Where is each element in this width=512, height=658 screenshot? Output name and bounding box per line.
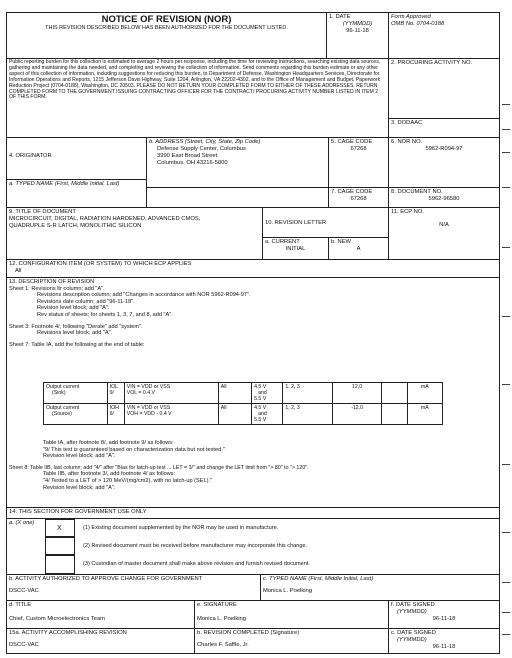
date-format: (YYMMDD) xyxy=(342,21,373,27)
address-line-3[interactable]: Columbus, OH 43216-5000 xyxy=(157,160,228,166)
nor-value[interactable]: 5962-R094-97 xyxy=(425,146,463,152)
typed-name-cell xyxy=(7,180,147,208)
gov-signature-label: e. SIGNATURE xyxy=(197,602,237,608)
omb-number: OMB No. 0704-0188 xyxy=(391,21,445,27)
table-row: Output current (Source) IOH 9/ VIN = VDD or VSS VOH = VDD - 0.4 V All 4.5 V and 5.5 V 1, 2, 3 -12.0 mA xyxy=(44,404,443,425)
sheet8-line-4: Revision level block; add "A". xyxy=(43,484,116,491)
ecp-value[interactable]: N/A xyxy=(439,222,449,228)
added-table xyxy=(43,382,443,425)
activity-value[interactable]: DSCC-VAC xyxy=(9,588,39,594)
sheet7-after-3: Revision level block; add "A". xyxy=(43,453,116,460)
sheet8-line-1: Sheet 8: Table IIB, last column; add "4/" after "Bias for latch-up test ... LET = 3/" and change the LET limit from "> 80" to "> 120". xyxy=(9,464,309,471)
address-label: b. ADDRESS (Street, City, State, Zip Code) xyxy=(149,139,261,145)
address-line-2[interactable]: 3990 East Broad Street xyxy=(157,153,218,159)
completed-date-cell xyxy=(389,629,499,653)
form-subtitle: THIS REVISION DESCRIBED BELOW HAS BEEN AUTHORIZED FOR THE DOCUMENT LISTED. xyxy=(45,25,288,31)
option-1-checkbox[interactable] xyxy=(45,519,75,537)
sheet7-intro: Sheet 7: Table IA, add the following at the end of table: xyxy=(9,341,145,348)
ecp-cell xyxy=(389,208,499,260)
sheet1-line-3: Revisions date column; add "96-11-18". xyxy=(37,298,135,305)
completed-cell xyxy=(195,629,389,653)
gov-signature-cell xyxy=(195,601,389,629)
margin-tick xyxy=(502,152,510,153)
form-header xyxy=(7,13,327,59)
x-one-label: a. (X one) xyxy=(9,520,35,526)
gov-title-label: d. TITLE xyxy=(9,602,32,608)
completed-date-value[interactable]: 96-11-18 xyxy=(432,644,456,650)
address-line-1[interactable]: Defense Supply Center, Columbus xyxy=(157,146,246,152)
gov-date-cell xyxy=(389,601,499,629)
docno-value[interactable]: 5962-96580 xyxy=(428,196,460,202)
cage5-cell xyxy=(329,138,389,188)
procuring-cell xyxy=(389,59,499,119)
typed-name-label: a. TYPED NAME (First, Middle Initial, Last) xyxy=(9,181,120,187)
margin-tick xyxy=(502,634,510,635)
sheet1-line-4: Revision level block; add "A". xyxy=(37,305,110,312)
margin-tick xyxy=(502,187,510,188)
option-2-text: (2) Revised document must be received before manufacturer may incorporate this change. xyxy=(83,543,308,549)
rev-letter-cell xyxy=(263,208,389,238)
option-1-text: (1) Existing document supplemented by the NOR may be used in manufacture. xyxy=(83,525,279,531)
sheet8-line-3: "4/ Tested to a LET of > 120 MeV/(mg/cm2), with no latch-up (SEL)." xyxy=(43,477,213,484)
margin-tick xyxy=(502,104,510,105)
title-doc-cell xyxy=(7,208,263,260)
gov-label: 14. THIS SECTION FOR GOVERNMENT USE ONLY xyxy=(9,509,147,515)
table-row: Output current (Sink) IOL 9/ VIN = VDD or VSS VOL = 0.4 V All 4.5 V and 5.5 V 1, 2, 3 12.0 mA xyxy=(44,383,443,404)
procuring-label: 2. PROCURING ACTIVITY NO. xyxy=(391,60,473,66)
originator-label: 4. ORIGINATOR xyxy=(9,153,52,159)
nor-label: 6. NOR NO. xyxy=(391,139,423,145)
address-cell xyxy=(147,138,329,188)
gov-typed-name-value[interactable]: Monica L. Poelking xyxy=(263,588,312,594)
sheet8-line-2: Table IIB, after footnote 3/, add footnote 4/ as follows: xyxy=(43,471,176,478)
gov-signature-value[interactable]: Monica L. Poelking xyxy=(197,616,246,622)
title-doc-label: 9. TITLE OF DOCUMENT xyxy=(9,209,76,215)
cage5-label: 5. CAGE CODE xyxy=(331,139,373,145)
sheet1-line-5: Rev status of sheets; for sheets 1, 3, 7, and 8, add "A". xyxy=(37,311,173,318)
activity-cell xyxy=(7,575,261,601)
cage7-value[interactable]: 67268 xyxy=(350,196,367,202)
sheet7-after-2: "9/ This test is guaranteed based on characterization data but not tested." xyxy=(43,446,225,453)
gov-title-cell xyxy=(7,601,195,629)
option-3-checkbox[interactable] xyxy=(45,555,75,574)
margin-tick xyxy=(502,612,510,613)
current-value[interactable]: INITIAL xyxy=(285,246,306,252)
description-cell xyxy=(7,278,499,508)
sheet3-line-1: Sheet 3: Footnote 4/, following "Derate" add "system". xyxy=(9,323,143,330)
title-doc-value-2[interactable]: QUADRUPLE S-R LATCH, MONOLITHIC SILICON xyxy=(9,223,142,229)
gov-date-value[interactable]: 96-11-18 xyxy=(432,616,456,622)
burden-statement: Public reporting burden for this collection is estimated to average 2 hours per response, including the time for reviewing instructions, searching existing data sources, gathering and maintaining the data needed, and completing and reviewing the collection of information. Send comments regarding this burden estimate or any other aspect of this collection of information, including suggestions for reducing this burden, to Department of Defense, Washington Headquarters Services, Directorate for Information Operations and Reports, 1215 Jefferson Davis Highway, Suite 1204, Arlington, VA 22202-4302, and to the Office of Management and Budget, Paperwork Reduction Project (0704-0188), Washington, DC 20503. PLEASE DO NOT RETURN YOUR COMPLETED FORM TO EITHER OF THESE ADDRESSES. RETURN COMPLETED FORM TO THE GOVERNMENT ISSUING CONTRACTING OFFICER FOR THE CONTRACT/ PROCURING ACTIVITY NUMBER LISTED IN ITEM 2 OF THIS FORM. xyxy=(7,59,389,138)
completed-date-format: (YYMMDD) xyxy=(397,637,427,643)
accomplish-label: 15a. ACTIVITY ACCOMPLISHING REVISION xyxy=(9,630,127,636)
date-cell xyxy=(327,13,389,59)
sheet1-line-2: Revisions description column; add "Changes in accordance with NOR 5962-R094-97". xyxy=(37,292,251,299)
gov-typed-name-cell xyxy=(261,575,499,601)
dodaac-label: 3. DODAAC xyxy=(391,120,423,126)
completed-date-label: c. DATE SIGNED xyxy=(391,630,436,636)
gov-options xyxy=(7,519,499,575)
config-value[interactable]: All xyxy=(15,268,22,274)
activity-label: b. ACTIVITY AUTHORIZED TO APPROVE CHANGE FOR GOVERNMENT xyxy=(9,576,203,582)
date-label: 1. DATE xyxy=(329,14,351,20)
rev-letter-label: 10. REVISION LETTER xyxy=(265,220,327,226)
option-2-checkbox[interactable] xyxy=(45,537,75,555)
completed-label: b. REVISION COMPLETED (Signature) xyxy=(197,630,300,636)
form-approved: Form Approved xyxy=(391,14,431,20)
originator-cell xyxy=(7,138,147,180)
ecp-label: 11. ECP NO. xyxy=(391,209,424,215)
address-spacer xyxy=(147,188,329,208)
gov-date-label: f. DATE SIGNED xyxy=(391,602,435,608)
date-value[interactable]: 96-11-18 xyxy=(346,28,369,34)
margin-tick xyxy=(502,532,510,533)
dodaac-cell xyxy=(389,119,499,138)
gov-typed-name-label: c. TYPED NAME (First, Middle Initial, Last) xyxy=(263,576,374,582)
nor-cell xyxy=(389,138,499,188)
current-cell xyxy=(263,238,329,260)
accomplish-cell xyxy=(7,629,195,653)
nor-form xyxy=(6,12,500,654)
sheet3-line-2: Revisions level block; add "A". xyxy=(37,330,113,337)
form-title: NOTICE OF REVISION (NOR) xyxy=(101,14,232,25)
new-label: b. NEW xyxy=(331,239,351,245)
current-label: a. CURRENT xyxy=(265,239,300,245)
option-3-text: (3) Custodian of master document shall make above revision and furnish revised document. xyxy=(83,561,310,567)
sheet7-after-1: Table IA, after footnote 8/, add footnote 9/ as follows: xyxy=(43,440,174,446)
new-cell xyxy=(329,238,389,260)
margin-tick xyxy=(502,129,510,130)
margin-tick xyxy=(502,384,510,385)
margin-tick xyxy=(502,464,510,465)
x-mark: X xyxy=(57,525,62,532)
cage5-value[interactable]: 67268 xyxy=(350,146,367,152)
gov-section-header xyxy=(7,508,499,519)
cage7-cell xyxy=(329,188,389,208)
gov-title-value[interactable]: Chief, Custom Microelectronics Team xyxy=(9,616,105,622)
docno-label: 8. DOCUMENT NO. xyxy=(391,189,443,195)
gov-date-format: (YYMMDD) xyxy=(397,609,427,615)
accomplish-value[interactable]: DSCC-VAC xyxy=(9,642,39,648)
margin-tick xyxy=(502,316,510,317)
completed-value[interactable]: Charles F. Saffle, Jr. xyxy=(197,642,249,648)
config-label: 12. CONFIGURATION ITEM (OR SYSTEM) TO WHICH ECP APPLIES xyxy=(9,261,192,267)
docno-cell xyxy=(389,188,499,208)
description-label: 13. DESCRIPTION OF REVISION xyxy=(9,279,95,285)
cage7-label: 7. CAGE CODE xyxy=(331,189,373,195)
config-cell xyxy=(7,260,499,278)
new-value[interactable]: A xyxy=(356,246,361,252)
margin-tick xyxy=(502,582,510,583)
sheet1-line-1: Sheet 1: Revisions ltr column; add "A". xyxy=(9,285,105,292)
title-doc-value-1[interactable]: MICROCIRCUIT, DIGITAL, RADIATION HARDENED, ADVANCED CMOS, xyxy=(9,216,201,222)
margin-tick xyxy=(502,247,510,248)
omb-cell xyxy=(389,13,499,59)
